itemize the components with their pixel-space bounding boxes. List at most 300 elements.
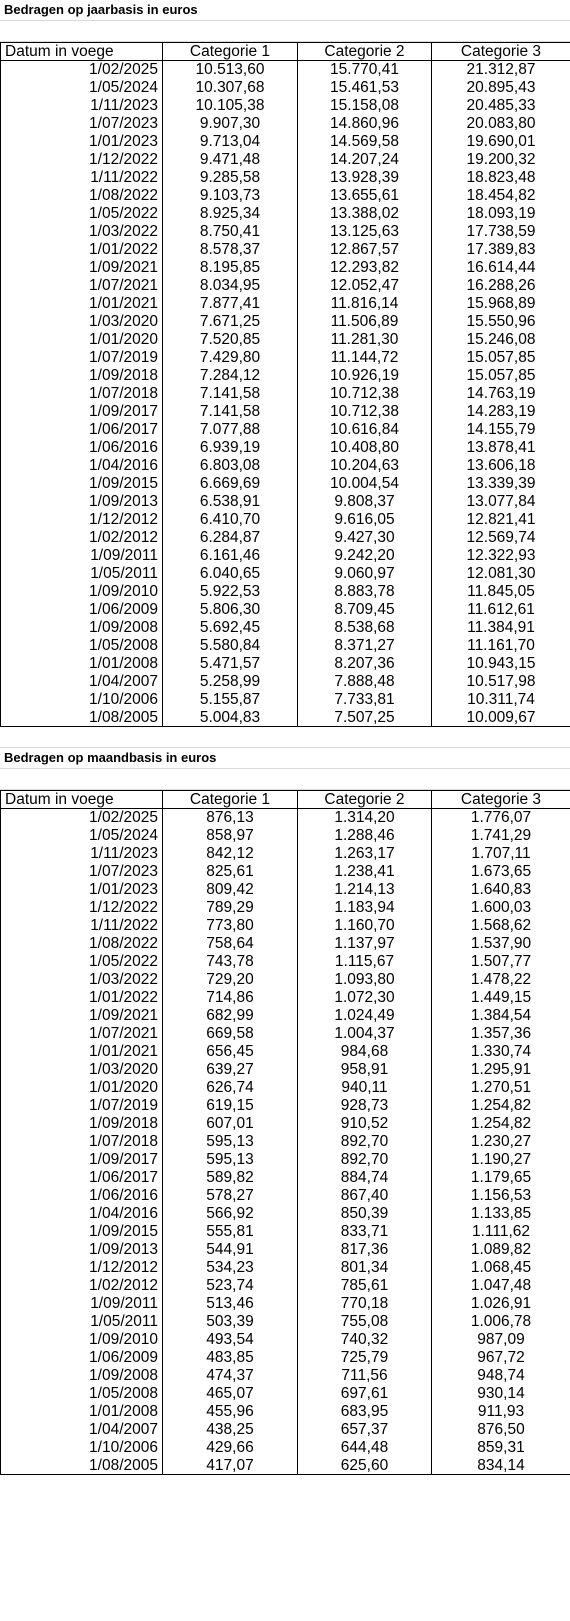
table-row <box>1 79 570 97</box>
cell-category-3: 11.161,70 <box>432 637 570 655</box>
cell-category-1: 10.307,68 <box>163 79 298 97</box>
cell-category-2: 958,91 <box>298 1061 432 1079</box>
table-row <box>1 205 570 223</box>
cell-date: 1/06/2017 <box>1 421 163 439</box>
cell-category-1: 626,74 <box>163 1079 298 1097</box>
cell-category-2: 10.926,19 <box>298 367 432 385</box>
cell-category-3: 1.156,53 <box>432 1187 570 1205</box>
table-row <box>1 709 570 727</box>
cell-category-1: 589,82 <box>163 1169 298 1187</box>
cell-category-2: 884,74 <box>298 1169 432 1187</box>
table-row <box>1 827 570 845</box>
cell-category-1: 7.877,41 <box>163 295 298 313</box>
cell-category-2: 13.125,63 <box>298 223 432 241</box>
cell-category-1: 8.578,37 <box>163 241 298 259</box>
cell-category-1: 6.284,87 <box>163 529 298 547</box>
cell-date: 1/05/2008 <box>1 637 163 655</box>
cell-category-2: 9.616,05 <box>298 511 432 529</box>
cell-category-1: 10.513,60 <box>163 61 298 79</box>
cell-category-2: 657,37 <box>298 1421 432 1439</box>
cell-category-2: 770,18 <box>298 1295 432 1313</box>
table-row <box>1 655 570 673</box>
table-row <box>1 863 570 881</box>
cell-category-3: 859,31 <box>432 1439 570 1457</box>
cell-date: 1/09/2010 <box>1 583 163 601</box>
cell-category-1: 438,25 <box>163 1421 298 1439</box>
section-title-yearly: Bedragen op jaarbasis in euros <box>0 0 570 21</box>
cell-date: 1/11/2023 <box>1 97 163 115</box>
cell-date: 1/09/2013 <box>1 493 163 511</box>
table-row <box>1 493 570 511</box>
cell-category-2: 1.288,46 <box>298 827 432 845</box>
cell-category-2: 9.242,20 <box>298 547 432 565</box>
column-header-category-3: Categorie 3 <box>432 43 570 61</box>
cell-category-2: 928,73 <box>298 1097 432 1115</box>
cell-date: 1/04/2007 <box>1 1421 163 1439</box>
cell-category-2: 10.004,54 <box>298 475 432 493</box>
table-row <box>1 511 570 529</box>
empty-row <box>0 727 570 748</box>
cell-date: 1/08/2005 <box>1 1457 163 1475</box>
cell-category-2: 644,48 <box>298 1439 432 1457</box>
table-row <box>1 1439 570 1457</box>
cell-category-3: 834,14 <box>432 1457 570 1475</box>
cell-category-1: 555,81 <box>163 1223 298 1241</box>
table-row <box>1 1421 570 1439</box>
table-row <box>1 917 570 935</box>
cell-category-3: 15.968,89 <box>432 295 570 313</box>
table-row <box>1 349 570 367</box>
cell-date: 1/08/2022 <box>1 935 163 953</box>
table-row <box>1 1241 570 1259</box>
cell-date: 1/06/2016 <box>1 1187 163 1205</box>
cell-category-3: 15.550,96 <box>432 313 570 331</box>
cell-date: 1/07/2019 <box>1 1097 163 1115</box>
table-row <box>1 1061 570 1079</box>
cell-category-3: 20.083,80 <box>432 115 570 133</box>
cell-category-1: 578,27 <box>163 1187 298 1205</box>
cell-date: 1/09/2011 <box>1 547 163 565</box>
cell-category-1: 7.141,58 <box>163 403 298 421</box>
cell-category-3: 13.606,18 <box>432 457 570 475</box>
cell-category-2: 15.770,41 <box>298 61 432 79</box>
cell-date: 1/01/2020 <box>1 1079 163 1097</box>
cell-category-3: 21.312,87 <box>432 61 570 79</box>
cell-category-2: 940,11 <box>298 1079 432 1097</box>
cell-category-1: 5.258,99 <box>163 673 298 691</box>
cell-category-3: 1.449,15 <box>432 989 570 1007</box>
cell-category-1: 8.195,85 <box>163 259 298 277</box>
cell-date: 1/09/2010 <box>1 1331 163 1349</box>
cell-category-1: 7.284,12 <box>163 367 298 385</box>
cell-date: 1/01/2008 <box>1 655 163 673</box>
table-row <box>1 61 570 79</box>
cell-category-1: 493,54 <box>163 1331 298 1349</box>
cell-category-2: 12.867,57 <box>298 241 432 259</box>
column-header-category-2: Categorie 2 <box>298 43 432 61</box>
table-row <box>1 1079 570 1097</box>
cell-category-1: 7.671,25 <box>163 313 298 331</box>
table-row <box>1 601 570 619</box>
cell-date: 1/10/2006 <box>1 691 163 709</box>
cell-date: 1/03/2020 <box>1 313 163 331</box>
table-row <box>1 421 570 439</box>
cell-date: 1/09/2015 <box>1 1223 163 1241</box>
cell-date: 1/03/2020 <box>1 1061 163 1079</box>
table-row <box>1 1133 570 1151</box>
cell-category-1: 6.803,08 <box>163 457 298 475</box>
cell-date: 1/01/2023 <box>1 133 163 151</box>
table-row <box>1 1043 570 1061</box>
table-row <box>1 1349 570 1367</box>
cell-date: 1/03/2022 <box>1 223 163 241</box>
cell-category-3: 911,93 <box>432 1403 570 1421</box>
cell-date: 1/10/2006 <box>1 1439 163 1457</box>
cell-category-3: 1.230,27 <box>432 1133 570 1151</box>
cell-category-2: 1.238,41 <box>298 863 432 881</box>
column-header-category-3: Categorie 3 <box>432 791 570 809</box>
table-row <box>1 529 570 547</box>
table-row <box>1 1403 570 1421</box>
cell-category-2: 711,56 <box>298 1367 432 1385</box>
column-header-date: Datum in voege <box>1 791 163 809</box>
cell-date: 1/05/2024 <box>1 79 163 97</box>
cell-category-3: 1.047,48 <box>432 1277 570 1295</box>
cell-category-1: 743,78 <box>163 953 298 971</box>
cell-date: 1/11/2022 <box>1 917 163 935</box>
cell-date: 1/02/2012 <box>1 529 163 547</box>
cell-category-1: 8.034,95 <box>163 277 298 295</box>
cell-date: 1/01/2023 <box>1 881 163 899</box>
cell-category-1: 523,74 <box>163 1277 298 1295</box>
cell-category-3: 15.246,08 <box>432 331 570 349</box>
cell-category-3: 14.763,19 <box>432 385 570 403</box>
cell-category-1: 5.580,84 <box>163 637 298 655</box>
cell-date: 1/09/2008 <box>1 619 163 637</box>
cell-date: 1/07/2018 <box>1 385 163 403</box>
cell-category-1: 465,07 <box>163 1385 298 1403</box>
cell-category-2: 9.808,37 <box>298 493 432 511</box>
table-row <box>1 1277 570 1295</box>
table-row <box>1 1187 570 1205</box>
cell-category-1: 6.939,19 <box>163 439 298 457</box>
table-row <box>1 1007 570 1025</box>
cell-category-1: 5.692,45 <box>163 619 298 637</box>
column-header-category-2: Categorie 2 <box>298 791 432 809</box>
cell-category-2: 11.506,89 <box>298 313 432 331</box>
cell-category-3: 1.254,82 <box>432 1115 570 1133</box>
cell-category-1: 6.669,69 <box>163 475 298 493</box>
cell-category-2: 833,71 <box>298 1223 432 1241</box>
cell-category-1: 6.410,70 <box>163 511 298 529</box>
cell-category-1: 474,37 <box>163 1367 298 1385</box>
cell-category-2: 10.616,84 <box>298 421 432 439</box>
table-row <box>1 169 570 187</box>
cell-category-3: 17.389,83 <box>432 241 570 259</box>
monthly-amounts-table <box>0 790 570 1475</box>
cell-category-1: 566,92 <box>163 1205 298 1223</box>
cell-category-3: 1.741,29 <box>432 827 570 845</box>
cell-category-1: 639,27 <box>163 1061 298 1079</box>
table-row <box>1 1169 570 1187</box>
table-row <box>1 457 570 475</box>
cell-date: 1/05/2022 <box>1 205 163 223</box>
cell-category-2: 11.816,14 <box>298 295 432 313</box>
cell-category-3: 16.288,26 <box>432 277 570 295</box>
yearly-amounts-table <box>0 42 570 727</box>
cell-date: 1/05/2022 <box>1 953 163 971</box>
cell-category-3: 1.507,77 <box>432 953 570 971</box>
cell-category-3: 1.537,90 <box>432 935 570 953</box>
cell-date: 1/05/2008 <box>1 1385 163 1403</box>
cell-date: 1/09/2018 <box>1 1115 163 1133</box>
table-row <box>1 583 570 601</box>
cell-date: 1/01/2008 <box>1 1403 163 1421</box>
cell-date: 1/05/2011 <box>1 565 163 583</box>
table-row <box>1 1223 570 1241</box>
cell-date: 1/09/2015 <box>1 475 163 493</box>
cell-category-1: 876,13 <box>163 809 298 827</box>
cell-category-3: 1.006,78 <box>432 1313 570 1331</box>
table-row <box>1 133 570 151</box>
cell-category-3: 10.311,74 <box>432 691 570 709</box>
cell-category-3: 1.068,45 <box>432 1259 570 1277</box>
cell-date: 1/09/2008 <box>1 1367 163 1385</box>
cell-category-1: 513,46 <box>163 1295 298 1313</box>
table-row <box>1 1115 570 1133</box>
cell-category-2: 10.712,38 <box>298 385 432 403</box>
cell-category-2: 7.507,25 <box>298 709 432 727</box>
cell-category-2: 785,61 <box>298 1277 432 1295</box>
empty-row <box>0 769 570 790</box>
cell-category-2: 12.293,82 <box>298 259 432 277</box>
cell-category-1: 607,01 <box>163 1115 298 1133</box>
cell-date: 1/06/2009 <box>1 1349 163 1367</box>
cell-category-3: 1.640,83 <box>432 881 570 899</box>
cell-category-2: 683,95 <box>298 1403 432 1421</box>
cell-category-1: 534,23 <box>163 1259 298 1277</box>
column-header-category-1: Categorie 1 <box>163 791 298 809</box>
table-row <box>1 971 570 989</box>
table-row <box>1 935 570 953</box>
table-row <box>1 313 570 331</box>
table-row <box>1 97 570 115</box>
cell-category-3: 876,50 <box>432 1421 570 1439</box>
cell-category-1: 6.161,46 <box>163 547 298 565</box>
table-row <box>1 1295 570 1313</box>
table-row <box>1 259 570 277</box>
table-row <box>1 1331 570 1349</box>
cell-category-3: 13.339,39 <box>432 475 570 493</box>
table-row <box>1 881 570 899</box>
cell-category-3: 1.478,22 <box>432 971 570 989</box>
cell-category-1: 9.103,73 <box>163 187 298 205</box>
cell-date: 1/09/2017 <box>1 403 163 421</box>
cell-category-3: 1.133,85 <box>432 1205 570 1223</box>
table-row <box>1 673 570 691</box>
cell-category-1: 809,42 <box>163 881 298 899</box>
cell-date: 1/12/2012 <box>1 511 163 529</box>
cell-category-2: 15.158,08 <box>298 97 432 115</box>
table-row <box>1 1313 570 1331</box>
cell-category-1: 9.471,48 <box>163 151 298 169</box>
cell-category-2: 1.214,13 <box>298 881 432 899</box>
cell-category-3: 1.026,91 <box>432 1295 570 1313</box>
cell-category-2: 892,70 <box>298 1133 432 1151</box>
cell-date: 1/12/2022 <box>1 899 163 917</box>
cell-category-2: 1.183,94 <box>298 899 432 917</box>
cell-category-1: 5.004,83 <box>163 709 298 727</box>
table-row <box>1 809 570 827</box>
cell-date: 1/09/2018 <box>1 367 163 385</box>
cell-category-3: 18.093,19 <box>432 205 570 223</box>
cell-category-3: 1.568,62 <box>432 917 570 935</box>
table-row <box>1 187 570 205</box>
cell-category-2: 13.388,02 <box>298 205 432 223</box>
cell-category-3: 19.200,32 <box>432 151 570 169</box>
table-row <box>1 1259 570 1277</box>
cell-category-2: 14.860,96 <box>298 115 432 133</box>
cell-date: 1/12/2022 <box>1 151 163 169</box>
cell-category-1: 7.429,80 <box>163 349 298 367</box>
cell-date: 1/05/2011 <box>1 1313 163 1331</box>
cell-category-3: 15.057,85 <box>432 349 570 367</box>
cell-category-2: 1.072,30 <box>298 989 432 1007</box>
cell-category-3: 11.612,61 <box>432 601 570 619</box>
table-row <box>1 277 570 295</box>
cell-category-3: 18.454,82 <box>432 187 570 205</box>
cell-category-1: 5.155,87 <box>163 691 298 709</box>
cell-category-2: 625,60 <box>298 1457 432 1475</box>
cell-date: 1/11/2022 <box>1 169 163 187</box>
cell-category-2: 14.569,58 <box>298 133 432 151</box>
cell-category-3: 13.878,41 <box>432 439 570 457</box>
cell-category-2: 8.883,78 <box>298 583 432 601</box>
cell-category-1: 714,86 <box>163 989 298 1007</box>
cell-date: 1/07/2023 <box>1 863 163 881</box>
cell-category-2: 1.137,97 <box>298 935 432 953</box>
table-row <box>1 1097 570 1115</box>
cell-category-2: 740,32 <box>298 1331 432 1349</box>
cell-category-1: 669,58 <box>163 1025 298 1043</box>
cell-category-1: 595,13 <box>163 1151 298 1169</box>
cell-category-3: 987,09 <box>432 1331 570 1349</box>
cell-category-2: 8.371,27 <box>298 637 432 655</box>
cell-category-1: 789,29 <box>163 899 298 917</box>
table-row <box>1 367 570 385</box>
table-row <box>1 1205 570 1223</box>
cell-category-1: 10.105,38 <box>163 97 298 115</box>
cell-category-3: 12.081,30 <box>432 565 570 583</box>
cell-date: 1/01/2021 <box>1 1043 163 1061</box>
table-row <box>1 953 570 971</box>
cell-category-3: 1.384,54 <box>432 1007 570 1025</box>
cell-date: 1/08/2022 <box>1 187 163 205</box>
table-row <box>1 899 570 917</box>
cell-category-1: 7.141,58 <box>163 385 298 403</box>
cell-category-1: 7.077,88 <box>163 421 298 439</box>
cell-category-1: 9.907,30 <box>163 115 298 133</box>
cell-category-3: 13.077,84 <box>432 493 570 511</box>
cell-date: 1/12/2012 <box>1 1259 163 1277</box>
cell-date: 1/07/2021 <box>1 1025 163 1043</box>
cell-date: 1/06/2009 <box>1 601 163 619</box>
table-row <box>1 439 570 457</box>
cell-date: 1/02/2025 <box>1 61 163 79</box>
cell-date: 1/09/2011 <box>1 1295 163 1313</box>
table-header-row <box>1 791 570 809</box>
cell-category-1: 682,99 <box>163 1007 298 1025</box>
monthly-table-body <box>1 791 570 1475</box>
cell-category-3: 10.009,67 <box>432 709 570 727</box>
cell-date: 1/01/2021 <box>1 295 163 313</box>
cell-category-1: 5.806,30 <box>163 601 298 619</box>
table-row <box>1 637 570 655</box>
cell-category-3: 930,14 <box>432 1385 570 1403</box>
cell-category-3: 1.600,03 <box>432 899 570 917</box>
cell-category-2: 910,52 <box>298 1115 432 1133</box>
cell-date: 1/02/2025 <box>1 809 163 827</box>
cell-date: 1/01/2022 <box>1 989 163 1007</box>
cell-category-1: 619,15 <box>163 1097 298 1115</box>
cell-date: 1/11/2023 <box>1 845 163 863</box>
cell-date: 1/03/2022 <box>1 971 163 989</box>
cell-category-3: 1.707,11 <box>432 845 570 863</box>
cell-category-1: 6.538,91 <box>163 493 298 511</box>
cell-category-3: 1.111,62 <box>432 1223 570 1241</box>
cell-category-2: 1.004,37 <box>298 1025 432 1043</box>
cell-date: 1/09/2021 <box>1 259 163 277</box>
table-row <box>1 331 570 349</box>
cell-date: 1/04/2007 <box>1 673 163 691</box>
cell-date: 1/01/2022 <box>1 241 163 259</box>
cell-category-2: 13.928,39 <box>298 169 432 187</box>
cell-category-1: 758,64 <box>163 935 298 953</box>
table-row <box>1 1025 570 1043</box>
cell-category-2: 817,36 <box>298 1241 432 1259</box>
cell-category-3: 1.270,51 <box>432 1079 570 1097</box>
cell-category-2: 8.709,45 <box>298 601 432 619</box>
cell-category-3: 20.895,43 <box>432 79 570 97</box>
cell-category-3: 10.517,98 <box>432 673 570 691</box>
cell-category-2: 7.733,81 <box>298 691 432 709</box>
cell-category-3: 1.330,74 <box>432 1043 570 1061</box>
cell-category-1: 9.713,04 <box>163 133 298 151</box>
cell-category-2: 7.888,48 <box>298 673 432 691</box>
cell-date: 1/04/2016 <box>1 1205 163 1223</box>
cell-category-3: 1.295,91 <box>432 1061 570 1079</box>
table-row <box>1 691 570 709</box>
cell-category-1: 544,91 <box>163 1241 298 1259</box>
column-header-category-1: Categorie 1 <box>163 43 298 61</box>
cell-category-1: 858,97 <box>163 827 298 845</box>
cell-category-3: 1.357,36 <box>432 1025 570 1043</box>
cell-category-2: 697,61 <box>298 1385 432 1403</box>
cell-category-1: 483,85 <box>163 1349 298 1367</box>
table-row <box>1 1151 570 1169</box>
cell-category-1: 5.471,57 <box>163 655 298 673</box>
cell-category-3: 19.690,01 <box>432 133 570 151</box>
cell-category-2: 10.204,63 <box>298 457 432 475</box>
cell-category-3: 17.738,59 <box>432 223 570 241</box>
cell-category-1: 8.925,34 <box>163 205 298 223</box>
cell-category-1: 455,96 <box>163 1403 298 1421</box>
cell-category-3: 11.845,05 <box>432 583 570 601</box>
table-row <box>1 1457 570 1475</box>
cell-category-2: 867,40 <box>298 1187 432 1205</box>
cell-category-3: 10.943,15 <box>432 655 570 673</box>
cell-category-2: 725,79 <box>298 1349 432 1367</box>
